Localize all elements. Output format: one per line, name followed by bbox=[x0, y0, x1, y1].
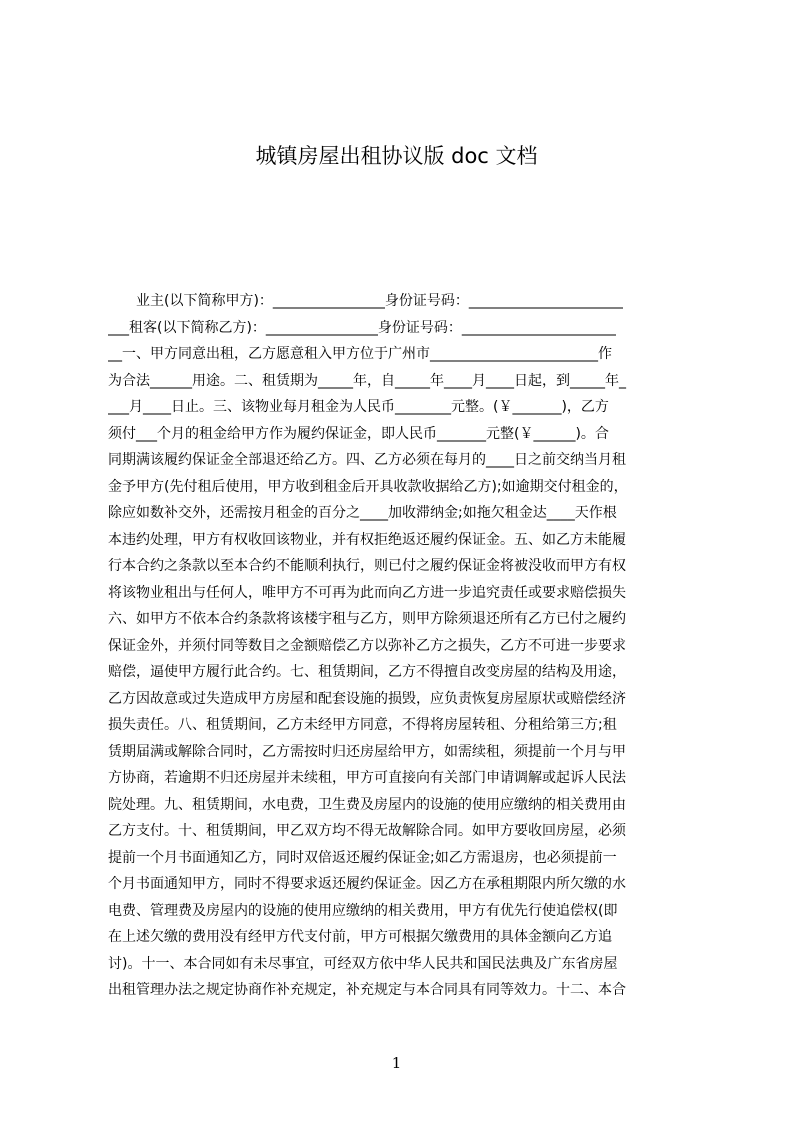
body-line-3: __一、甲方同意出租，乙方愿意租入甲方位于广州市________________________作 bbox=[108, 346, 612, 362]
page-number: 1 bbox=[391, 1054, 402, 1072]
body-line-7: 同期满该履约保证金全部退还给乙方。四、乙方必须在每月的____日之前交纳当月租 bbox=[108, 452, 626, 468]
body-line-4: 为合法______用途。二、租赁期为_____年，自_____年____月____日起，到_____年_ bbox=[108, 372, 626, 389]
body-line-6: 须付___个月的租金给甲方作为履约保证金，即人民币_______元整(￥______)。合 bbox=[108, 425, 609, 442]
body-line-23: 个月书面通知甲方，同时不得要求返还履约保证金。因乙方在承租期限内所欠缴的水 bbox=[108, 876, 626, 892]
document-body bbox=[108, 288, 700, 1004]
body-line-14: 保证金外，并须付同等数目之金额赔偿乙方以弥补乙方之损失，乙方不可进一步要求 bbox=[108, 637, 626, 654]
body-line-21: 乙方支付。十、租赁期间，甲乙双方均不得无故解除合同。如甲方要收回房屋，必须 bbox=[108, 823, 626, 839]
body-line-15: 赔偿，逼使甲方履行此合约。七、租赁期间，乙方不得擅自改变房屋的结构及用途， bbox=[108, 664, 626, 680]
body-line-26: 讨)。十一、本合同如有未尽事宜，可经双方依中华人民共和国民法典及广东省房屋 bbox=[108, 955, 618, 972]
body-line-1: 业主(以下简称甲方)：________________身份证号码：______________________ bbox=[108, 293, 623, 309]
body-line-17: 损失责任。八、租赁期间，乙方未经甲方同意，不得将房屋转租、分租给第三方;租 bbox=[108, 717, 617, 733]
body-line-19: 方协商，若逾期不归还房屋并未续租，甲方可直接向有关部门申请调解或起诉人民法 bbox=[108, 770, 626, 786]
body-line-5: ___月____日止。三、该物业每月租金为人民币________元整。(￥_______)，乙方 bbox=[108, 399, 609, 415]
body-line-20: 院处理。九、租赁期间，水电费，卫生费及房屋内的设施的使用应缴纳的相关费用由 bbox=[108, 796, 626, 813]
body-line-22: 提前一个月书面通知乙方，同时双倍返还履约保证金;如乙方需退房，也必须提前一 bbox=[108, 849, 617, 866]
body-line-27: 出租管理办法之规定协商作补充规定，补充规定与本合同具有同等效力。十二、本合 bbox=[108, 982, 626, 998]
document-title: 城镇房屋出租协议版 doc 文档 bbox=[255, 144, 538, 168]
body-line-13: 六、如甲方不依本合约条款将该楼宇租与乙方，则甲方除须退还所有乙方已付之履约 bbox=[108, 611, 626, 627]
body-line-24: 电费、管理费及房屋内的设施的使用应缴纳的相关费用，甲方有优先行使追偿权(即 bbox=[108, 902, 618, 919]
body-line-16: 乙方因故意或过失造成甲方房屋和配套设施的损毁，应负责恢复房屋原状或赔偿经济 bbox=[108, 690, 626, 707]
body-line-10: 本违约处理，甲方有权收回该物业，并有权拒绝返还履约保证金。五、如乙方未能履 bbox=[108, 531, 626, 548]
body-line-9: 除应如数补交外，还需按月租金的百分之____加收滞纳金;如拖欠租金达____天作根 bbox=[108, 505, 617, 521]
body-line-11: 行本合约之条款以至本合约不能顺利执行，则已付之履约保证金将被没收而甲方有权 bbox=[108, 558, 626, 574]
body-line-2: ___租客(以下简称乙方)：________________身份证号码：______________________ bbox=[108, 319, 616, 336]
body-line-18: 赁期届满或解除合同时，乙方需按时归还房屋给甲方，如需续租，须提前一个月与甲 bbox=[108, 743, 626, 760]
body-line-8: 金予甲方(先付租后使用，甲方收到租金后开具收款收据给乙方);如逾期交付租金的， bbox=[108, 478, 628, 495]
body-line-25: 在上述欠缴的费用没有经甲方代支付前，甲方可根据欠缴费用的具体金额向乙方追 bbox=[108, 929, 612, 945]
body-line-12: 将该物业租出与任何人，唯甲方不可再为此而向乙方进一步追究责任或要求赔偿损失 bbox=[108, 584, 626, 601]
